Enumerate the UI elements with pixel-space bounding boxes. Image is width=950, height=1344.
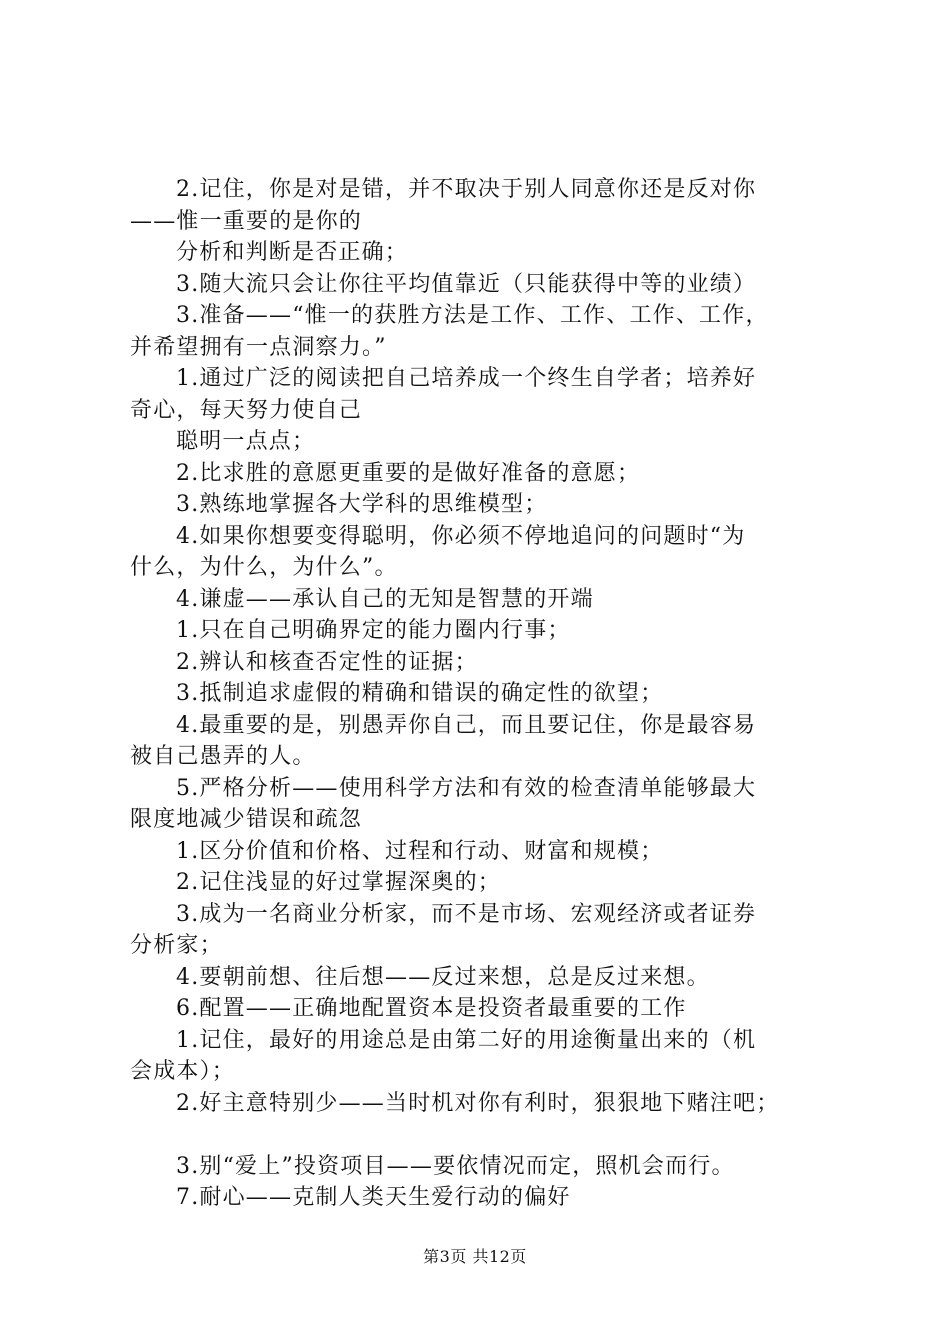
text-line: 1.只在自己明确界定的能力圈内行事； xyxy=(176,618,571,643)
text-line: 1.区分价值和价格、过程和行动、财富和规模； xyxy=(176,838,664,864)
text-line: 3.抵制追求虚假的精确和错误的确定性的欲望； xyxy=(176,681,664,706)
text-line: 3.成为一名商业分析家，而不是市场、宏观经济或者证券 xyxy=(176,901,757,927)
text-line: 限度地减少错误和疏忽 xyxy=(130,807,363,832)
text-line: 1.记住，最好的用途总是由第二好的用途衡量出来的（机 xyxy=(176,1027,757,1053)
text-line: 6.配置——正确地配置资本是投资者最重要的工作 xyxy=(176,996,687,1021)
text-line: 分析家； xyxy=(130,933,223,958)
text-line: 2.记住，你是对是错，并不取决于别人同意你还是反对你 xyxy=(176,177,757,202)
page-footer: 第3页 共12页 xyxy=(423,1247,527,1266)
text-line: 4.最重要的是，别愚弄你自己，而且要记住，你是最容易 xyxy=(176,712,757,738)
text-line: 1.通过广泛的阅读把自己培养成一个终生自学者；培养好 xyxy=(176,366,757,391)
text-line: 并希望拥有一点洞察力。” xyxy=(130,334,387,360)
document-body xyxy=(130,174,830,1214)
text-line: 4.谦虚——承认自己的无知是智慧的开端 xyxy=(176,586,594,612)
text-line xyxy=(130,1119,830,1151)
text-line: 3.准备——“惟一的获胜方法是工作、工作、工作、工作， xyxy=(176,303,769,328)
text-line: 5.严格分析——使用科学方法和有效的检查清单能够最大 xyxy=(176,775,757,801)
text-line: 被自己愚弄的人。 xyxy=(130,744,316,769)
text-line: 2.记住浅显的好过掌握深奥的； xyxy=(176,870,501,895)
text-line: 3.别“爱上”投资项目——要依情况而定，照机会而行。 xyxy=(176,1153,735,1179)
text-line: 4.要朝前想、往后想——反过来想，总是反过来想。 xyxy=(176,964,710,990)
text-line: 4.如果你想要变得聪明，你必须不停地追问的问题时“为 xyxy=(176,523,746,549)
text-line: 什么，为什么，为什么”。 xyxy=(130,555,398,580)
text-line: 聪明一点点； xyxy=(176,429,316,454)
text-line: 会成本）； xyxy=(130,1059,236,1084)
text-line: 分析和判断是否正确； xyxy=(176,240,409,265)
text-line: 7.耐心——克制人类天生爱行动的偏好 xyxy=(176,1185,571,1210)
text-line: 2.好主意特别少——当时机对你有利时，狠狠地下赌注吧； xyxy=(176,1090,780,1116)
text-line: 3.随大流只会让你往平均值靠近（只能获得中等的业绩） xyxy=(176,271,757,297)
text-line: ——惟一重要的是你的 xyxy=(130,208,363,234)
text-line: 奇心，每天努力使自己 xyxy=(130,397,363,423)
text-line: 2.比求胜的意愿更重要的是做好准备的意愿； xyxy=(176,460,641,486)
text-line: 2.辨认和核查否定性的证据； xyxy=(176,649,478,675)
text-line: 3.熟练地掌握各大学科的思维模型； xyxy=(176,492,548,517)
